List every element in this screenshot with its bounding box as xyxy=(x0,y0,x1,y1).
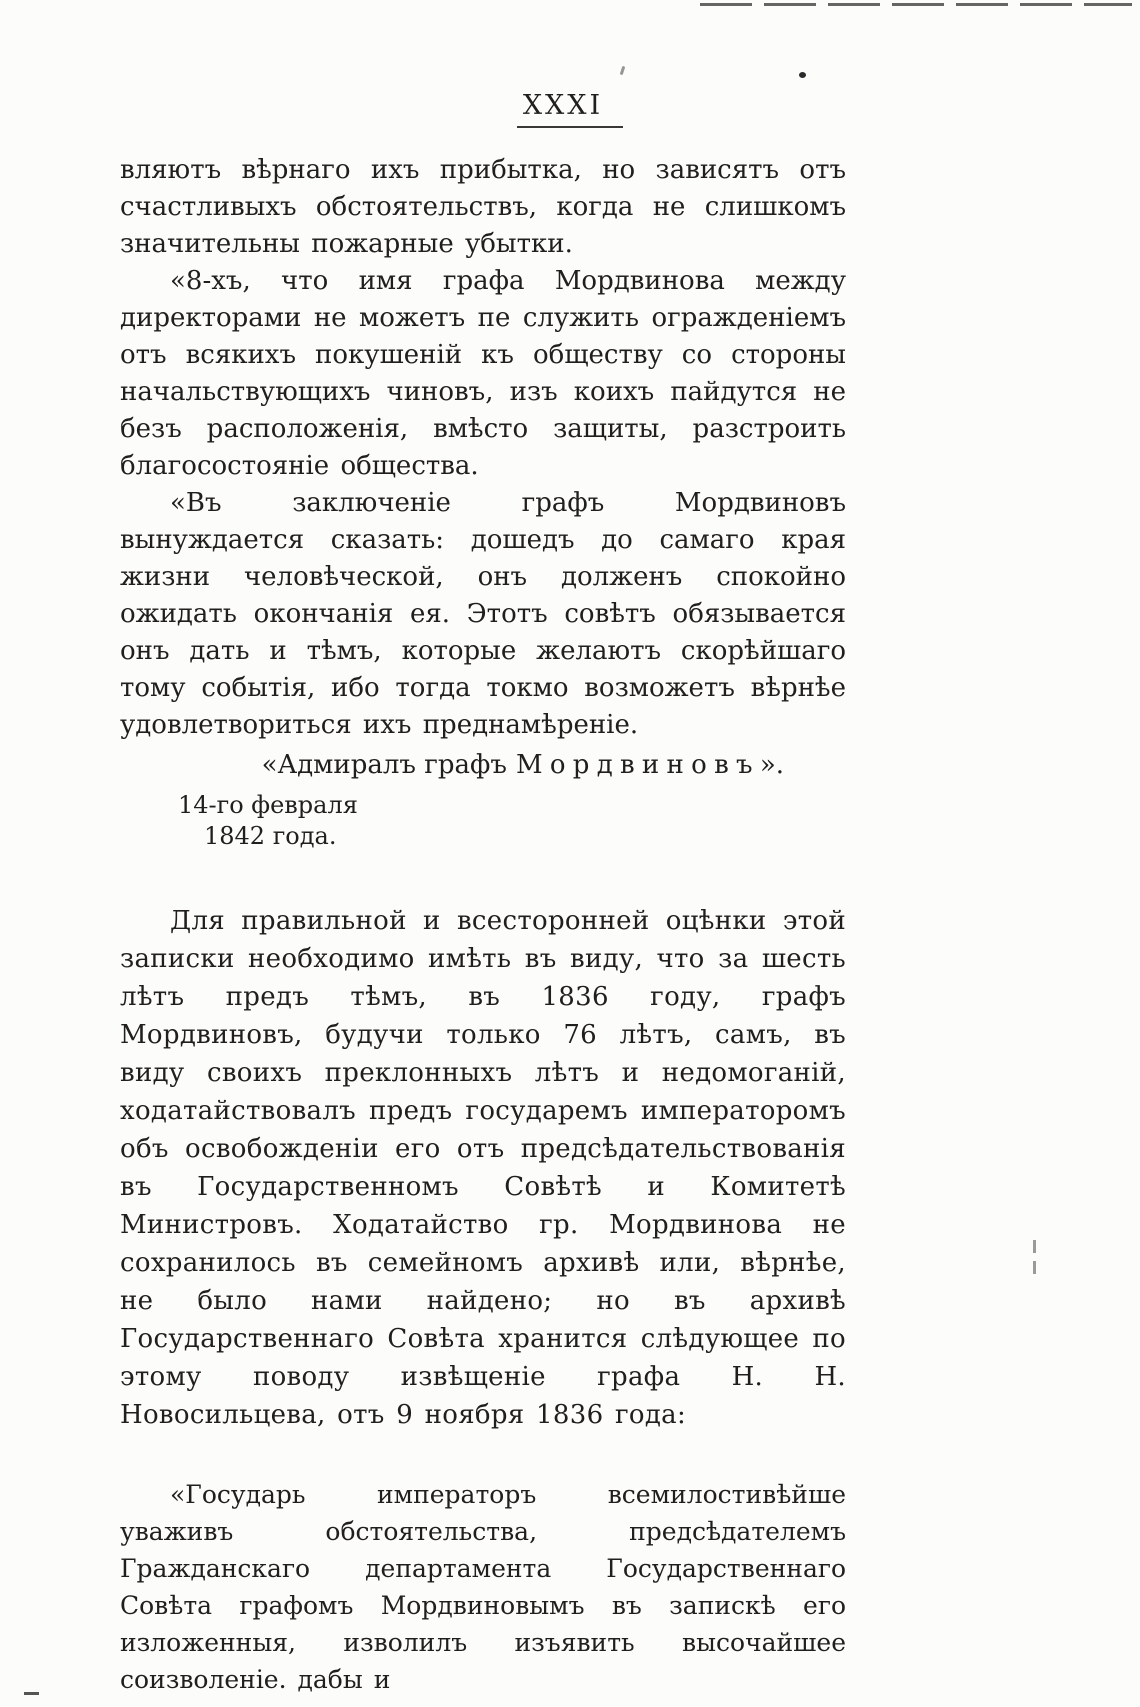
date-day-month: 14-го февраля xyxy=(178,791,358,819)
signature-name: Мордвиновъ xyxy=(515,750,760,780)
paragraph-commentary: Для правильной и всесторонней оцѣнки этой записки необходимо имѣть въ виду, что за шесть лѣтъ предъ тѣмъ, въ 1836 году, графъ Мордвиновъ, будучи только 76 лѣтъ, самъ, въ виду своихъ преклонныхъ лѣтъ и недомоганій, ходатайствовалъ предъ государемъ императоромъ объ освобожденіи его отъ предсѣдательствованія въ Государственномъ Совѣтѣ и Комитетѣ Министровъ. Ходатайство гр. Мордвинова не сохранилось въ семейномъ архивѣ или, вѣрнѣе, не было нами найдено; но въ архивѣ Государственнаго Совѣта хранится слѣдующее по этому поводу извѣщеніе графа Н. Н. Новосильцева, отъ 9 ноября 1836 года: xyxy=(120,906,846,1430)
signature-prefix: «Адмиралъ графъ xyxy=(261,750,507,780)
scan-artifact-edge-tick xyxy=(1033,1261,1036,1274)
scan-artifact-edge-tick xyxy=(1033,1240,1036,1253)
signature-line xyxy=(120,746,846,784)
paragraph-point-8: «8-хъ, что имя графа Мордвинова между директорами не можетъ пе служить огражденіемъ отъ всякихъ покушеній къ обществу со стороны начальствующихъ чиновъ, изъ коихъ пайдутся не безъ расположенія, вмѣсто защиты, разстроить благосостояніе общества. xyxy=(120,266,846,481)
date-year: 1842 года. xyxy=(204,822,337,850)
paragraph-continuation: вляютъ вѣрнаго ихъ прибытка, но зависятъ отъ счастливыхъ обстоятельствъ, когда не слишкомъ значительны пожарные убытки. xyxy=(120,155,846,259)
text-block xyxy=(120,152,846,1698)
signature-suffix: ». xyxy=(759,750,784,780)
paragraph-conclusion: «Въ заключеніе графъ Мордвиновъ вынуждается сказать: дошедъ до самаго края жизни человѣческой, онъ долженъ спокойно ожидать окончанія ея. Этотъ совѣтъ обязывается онъ дать и тѣмъ, которые желаютъ скорѣйшаго тому событія, ибо тогда токмо возможетъ вѣрнѣе удовлетвориться ихъ преднамѣреніе. xyxy=(120,488,846,740)
scan-artifact-bottom-dash xyxy=(24,1692,39,1695)
paragraph-quote-opening: «Государь императоръ всемилостивѣйше уваживъ обстоятельства, предсѣдателемъ Гражданскаго департамента Государственнаго Совѣта графомъ Мордвиновымъ въ запискѣ его изложенныя, изволилъ изъявить высочайшее соизволеніе. дабы и xyxy=(120,1480,846,1694)
page-number: XXXI xyxy=(517,90,623,128)
scan-artifact-top-dashed-line xyxy=(700,3,1132,6)
page-header xyxy=(0,0,1140,128)
scan-artifact-dot xyxy=(799,72,806,78)
date-block xyxy=(178,790,846,852)
